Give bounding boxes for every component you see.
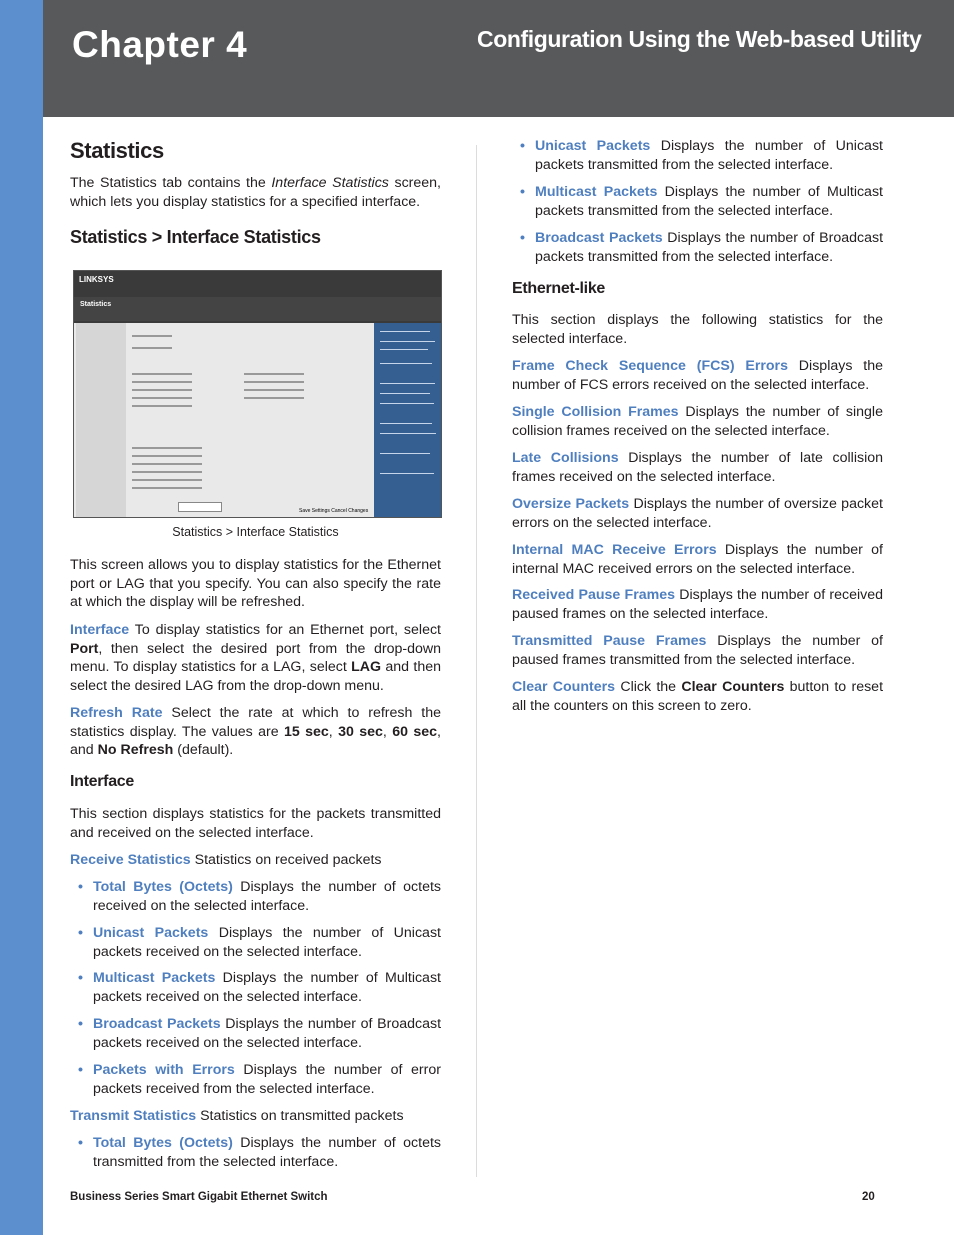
figure-help-line [380, 393, 430, 394]
figure-help-panel [374, 323, 441, 517]
bullet-icon: • [520, 230, 525, 246]
text: Displays the number of Multicast packets transmitted from the selected interface. [535, 184, 883, 219]
term: Single Collision Frames [512, 404, 679, 420]
ethernet-intro: This section displays the following statistics for the selected interface. [512, 312, 883, 347]
figure-line [132, 397, 192, 399]
text: Displays the number of octets transmitted from the selected interface. [93, 1135, 441, 1170]
figure-line [132, 405, 192, 407]
transmit-statistics-paragraph [70, 1107, 441, 1126]
heading-ethernet-like: Ethernet-like [512, 280, 606, 297]
sep: , and [70, 723, 441, 759]
text: Displays the number of Broadcast packets received on the selected interface. [93, 1016, 442, 1051]
figure-help-line [380, 453, 430, 454]
figure-help-line [380, 331, 430, 332]
value: No Refresh [97, 742, 174, 759]
interface-paragraph [70, 621, 441, 695]
text: Displays the number of error packets received from the selected interface. [93, 1062, 442, 1097]
term: Broadcast Packets [535, 230, 663, 246]
figure-line [132, 471, 202, 473]
text: Displays the number of late collision frames received on the selected interface. [512, 450, 884, 485]
value: 60 sec [392, 723, 438, 740]
figure-line [244, 373, 304, 375]
term: Unicast Packets [93, 925, 209, 941]
column-divider [476, 145, 477, 1177]
figure-help-line [380, 341, 435, 342]
text: Displays the number of paused frames transmitted from the selected interface. [512, 633, 883, 668]
text: Statistics on received packets [190, 852, 382, 868]
bold-clear-counters: Clear Counters [681, 679, 785, 695]
ethernet-item [512, 449, 883, 486]
intro-paragraph [70, 174, 441, 211]
term-interface: Interface [70, 622, 130, 638]
text: Displays the number of Unicast packets received on the selected interface. [93, 925, 441, 960]
figure-line [132, 463, 202, 465]
page-number: 20 [862, 1191, 875, 1203]
text: Displays the number of internal MAC received errors on the selected interface. [512, 542, 883, 577]
term: Received Pause Frames [512, 587, 676, 603]
heading-statistics: Statistics [70, 138, 164, 163]
footer-product: Business Series Smart Gigabit Ethernet Switch [70, 1191, 328, 1203]
figure-line [132, 335, 172, 337]
rx-bullet [70, 924, 441, 961]
bullet-icon: • [78, 1062, 83, 1078]
text: To display statistics for an Ethernet port, select [129, 622, 441, 638]
figure-line [244, 389, 304, 391]
refresh-paragraph [70, 704, 441, 760]
text: Statistics on transmitted packets [196, 1108, 404, 1124]
bold-lag: LAG [351, 659, 382, 676]
bullet-icon: • [520, 184, 525, 200]
term-refresh-rate: Refresh Rate [70, 705, 163, 721]
text: Displays the number of Broadcast packets transmitted from the selected interface. [535, 230, 884, 265]
figure-logo: LINKSYS [79, 275, 114, 284]
chapter-label: Chapter 4 [72, 24, 248, 65]
text: (default). [173, 742, 234, 759]
rx-bullet [70, 969, 441, 1006]
tx-bullet [512, 137, 883, 174]
figure-label-column [76, 323, 126, 517]
text: Displays the number of Multicast packets received on the selected interface. [93, 970, 441, 1005]
ethernet-item [512, 541, 883, 578]
ethernet-item [512, 357, 883, 394]
ethernet-item [512, 403, 883, 440]
bullet-icon: • [520, 138, 525, 154]
bullet-icon: • [78, 925, 83, 941]
value: 15 sec [283, 723, 329, 740]
screen-paragraph: This screen allows you to display statistics for the Ethernet port or LAG that you specify. You can also specify the rate at which the display will be refreshed. [70, 557, 441, 611]
bullet-icon: • [78, 1135, 83, 1151]
intro-text: The Statistics tab contains the [70, 175, 272, 191]
rx-bullet [70, 1061, 441, 1098]
term: Total Bytes (Octets) [93, 879, 233, 895]
term: Transmitted Pause Frames [512, 633, 707, 649]
text: Select the rate at which to refresh the statistics display. The values are [70, 705, 441, 740]
figure-clear-counters-button [178, 502, 222, 512]
section-title: Configuration Using the Web-based Utility [477, 26, 922, 52]
text: , then select the desired port from the drop-down menu. To display statistics for a LAG, select [70, 640, 441, 676]
text: Click the [615, 679, 682, 695]
bullet-icon: • [78, 879, 83, 895]
tx-bullet [70, 1134, 441, 1171]
figure-help-line [380, 433, 436, 434]
tx-bullet [512, 229, 883, 266]
term-transmit-statistics: Transmit Statistics [70, 1108, 197, 1124]
text: button to reset all the counters on this screen to zero. [512, 679, 884, 714]
figure-line [132, 381, 192, 383]
figure-line [132, 479, 202, 481]
figure-tabs [74, 297, 441, 321]
term-receive-statistics: Receive Statistics [70, 852, 191, 868]
figure-line [244, 397, 304, 399]
screenshot-figure [73, 270, 442, 518]
figure-help-line [380, 349, 428, 350]
ethernet-item [512, 586, 883, 623]
figure-line [244, 381, 304, 383]
figure-line [132, 487, 202, 489]
figure-help-line [380, 403, 434, 404]
term-clear-counters: Clear Counters [512, 679, 616, 695]
ethernet-item [512, 632, 883, 669]
figure-save-text: Save Settings Cancel Changes [299, 508, 369, 514]
text: Displays the number of octets received on the selected interface. [93, 879, 441, 914]
text: Displays the number of oversize packet errors on the selected interface. [512, 496, 883, 531]
bullet-icon: • [78, 1016, 83, 1032]
term: Late Collisions [512, 450, 619, 466]
figure-caption: Statistics > Interface Statistics [172, 525, 339, 539]
ethernet-item [512, 495, 883, 532]
intro-emphasis: Interface Statistics [271, 175, 389, 191]
figure-body [74, 323, 374, 517]
term: Broadcast Packets [93, 1016, 221, 1032]
text: Displays the number of received paused frames on the selected interface. [512, 587, 883, 622]
heading-interface-statistics: Statistics > Interface Statistics [70, 227, 321, 247]
figure-help-line [380, 383, 435, 384]
text: Displays the number of Unicast packets transmitted from the selected interface. [535, 138, 883, 173]
figure-line [132, 347, 172, 349]
term: Multicast Packets [535, 184, 658, 200]
left-color-bar [0, 0, 43, 1235]
term: Packets with Errors [93, 1062, 235, 1078]
value: 30 sec [338, 723, 383, 740]
tx-bullet [512, 183, 883, 220]
bold-port: Port [70, 640, 99, 657]
figure-line [132, 373, 192, 375]
term: Frame Check Sequence (FCS) Errors [512, 358, 788, 374]
figure-help-line [380, 363, 432, 364]
intro-text-end: screen, which lets you display statistics for a specified interface. [70, 175, 442, 210]
term: Oversize Packets [512, 496, 630, 512]
term: Multicast Packets [93, 970, 216, 986]
heading-interface: Interface [70, 773, 134, 790]
term: Total Bytes (Octets) [93, 1135, 233, 1151]
figure-help-line [380, 473, 434, 474]
receive-statistics-paragraph [70, 851, 441, 870]
rx-bullet [70, 878, 441, 915]
bullet-icon: • [78, 970, 83, 986]
text: Displays the number of single collision frames received on the selected interface. [512, 404, 883, 439]
rx-bullet [70, 1015, 441, 1052]
figure-title: Statistics [80, 301, 112, 308]
text: and then select the desired LAG from the drop-down menu. [70, 659, 442, 694]
sep: , [382, 723, 393, 740]
sep: , [328, 723, 339, 740]
term: Internal MAC Receive Errors [512, 542, 717, 558]
figure-line [132, 389, 192, 391]
term: Unicast Packets [535, 138, 651, 154]
interface-section-paragraph: This section displays statistics for the packets transmitted and received on the selected interface. [70, 806, 441, 841]
figure-line [132, 455, 202, 457]
text: Displays the number of FCS errors received on the selected interface. [512, 358, 883, 393]
figure-line [132, 447, 202, 449]
figure-help-line [380, 423, 432, 424]
clear-counters-paragraph [512, 678, 883, 715]
